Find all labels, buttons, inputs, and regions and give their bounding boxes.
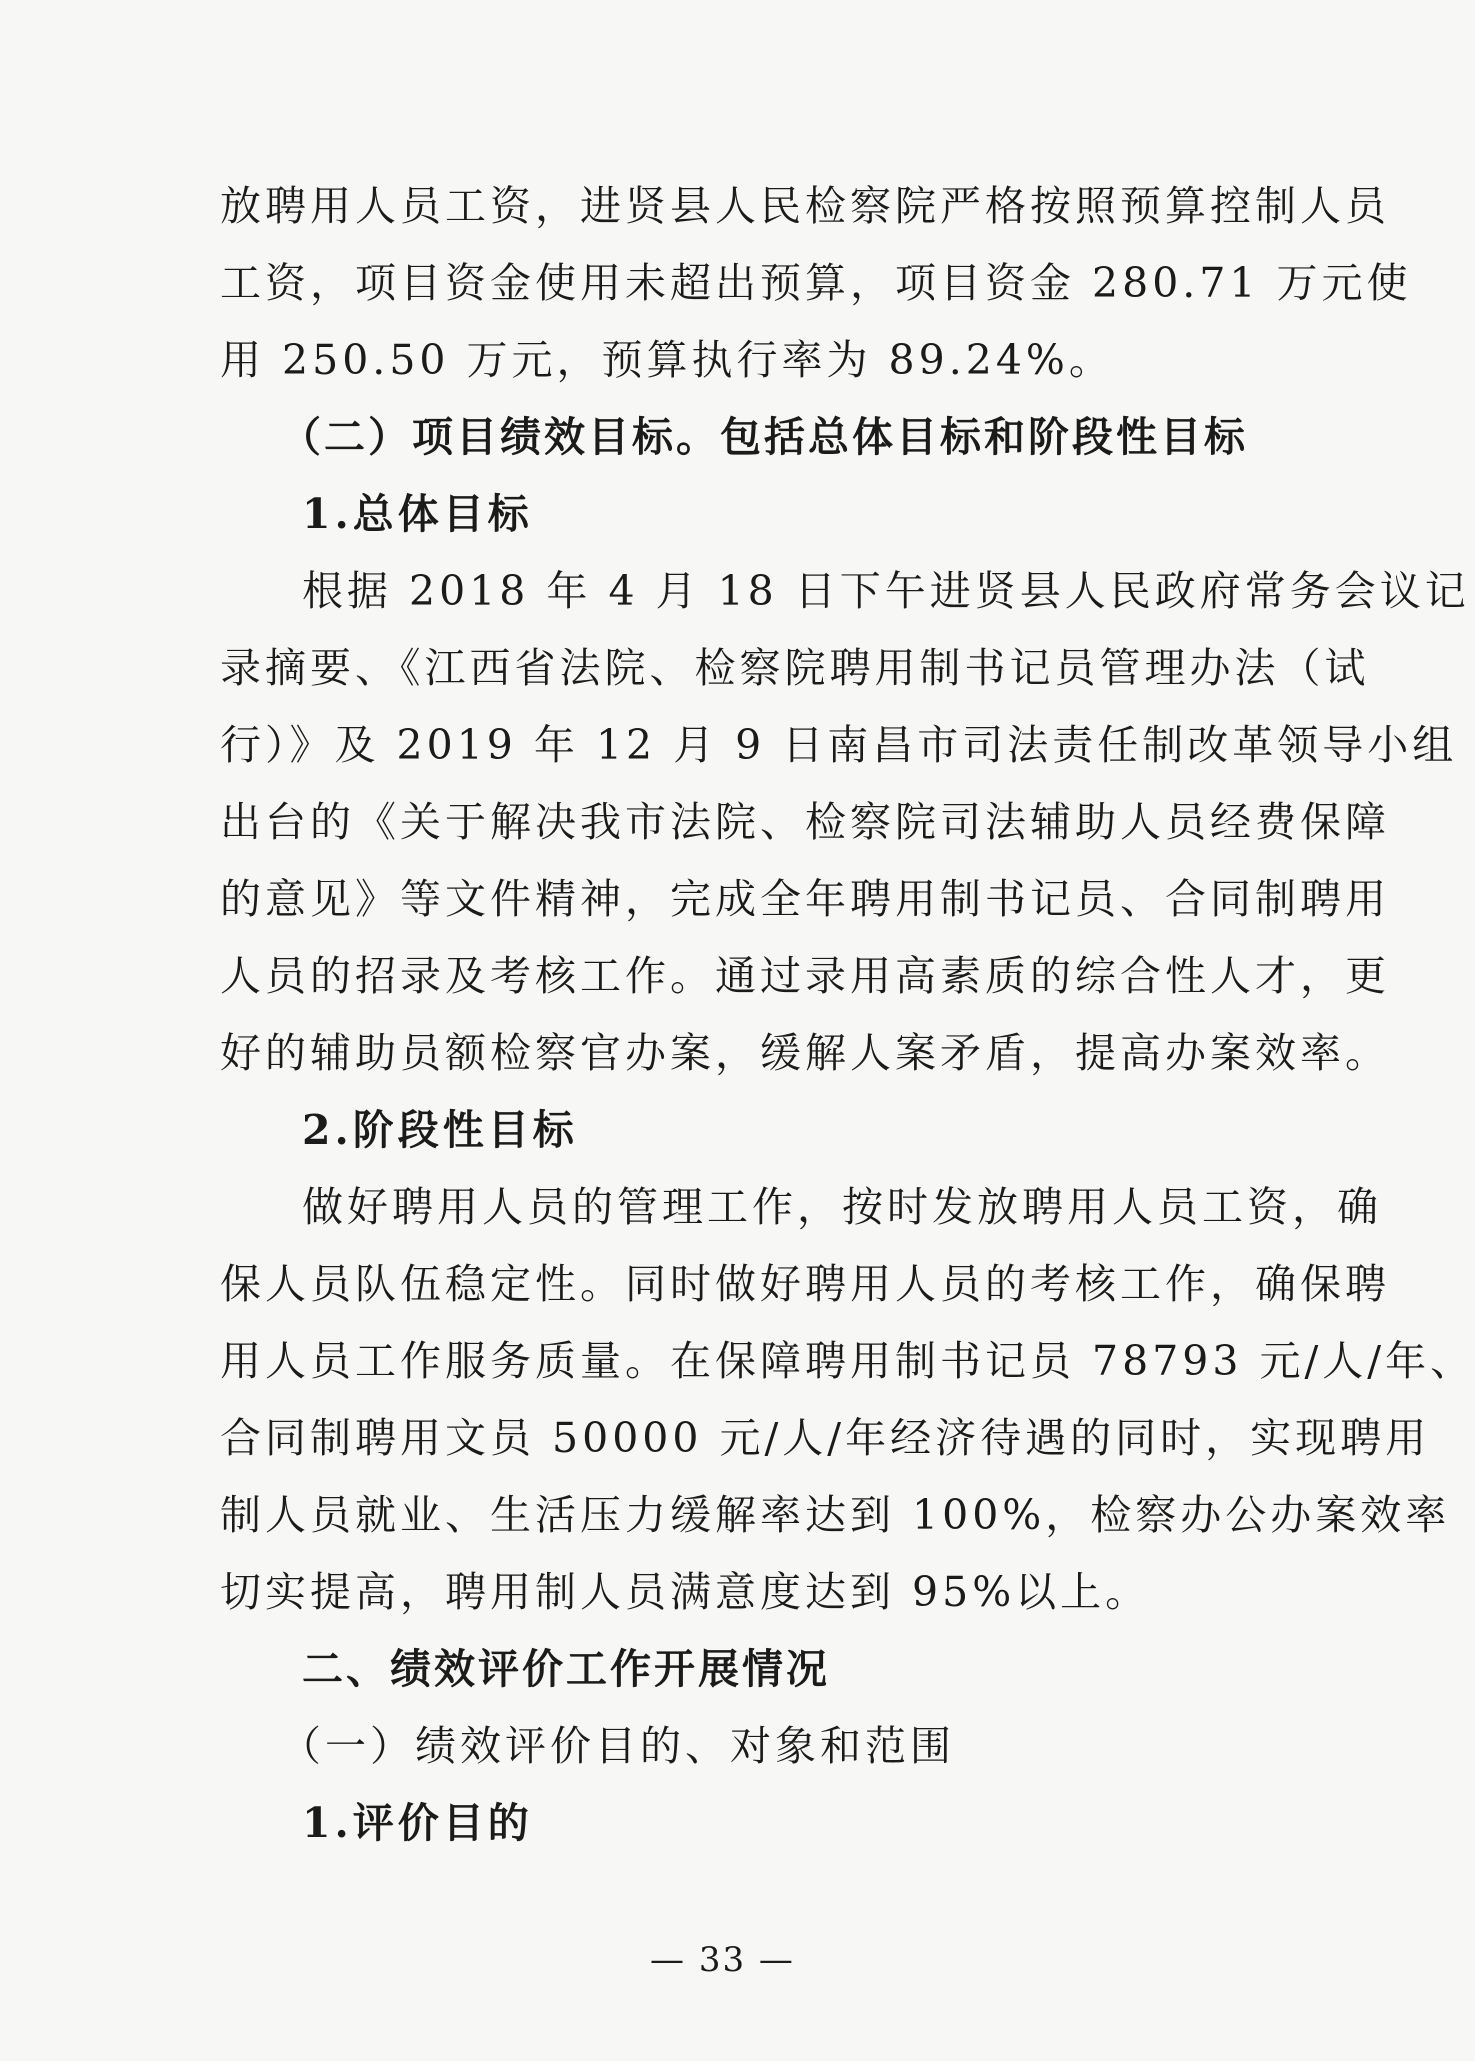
subsection-heading: 1.总体目标 (302, 490, 533, 538)
text-line: 人员的招录及考核工作。通过录用高素质的综合性人才，更 (220, 952, 1390, 1000)
text-line: 出台的《关于解决我市法院、检察院司法辅助人员经费保障 (220, 798, 1390, 846)
body-text (220, 168, 1475, 1862)
text-line: 行）》及 2019 年 12 月 9 日南昌市司法责任制改革领导小组 (220, 721, 1458, 769)
text-line: 合同制聘用文员 50000 元/人/年经济待遇的同时，实现聘用 (220, 1414, 1431, 1462)
page-number: — 33 — (650, 1940, 795, 1980)
text-line: 放聘用人员工资，进贤县人民检察院严格按照预算控制人员 (220, 182, 1390, 230)
text-line: 保人员队伍稳定性。同时做好聘用人员的考核工作，确保聘 (220, 1260, 1390, 1308)
chapter-heading: 二、绩效评价工作开展情况 (302, 1645, 830, 1693)
subsection-heading: 2.阶段性目标 (302, 1106, 578, 1154)
text-line: 做好聘用人员的管理工作，按时发放聘用人员工资，确 (302, 1183, 1382, 1231)
section-heading: （一）绩效评价目的、对象和范围 (280, 1722, 955, 1770)
text-line: 制人员就业、生活压力缓解率达到 100%，检察办公办案效率 (220, 1491, 1451, 1539)
text-line: 的意见》等文件精神，完成全年聘用制书记员、合同制聘用 (220, 875, 1390, 923)
text-line: 用人员工作服务质量。在保障聘用制书记员 78793 元/人/年、 (220, 1337, 1475, 1385)
text-line: 根据 2018 年 4 月 18 日下午进贤县人民政府常务会议记 (302, 567, 1470, 615)
text-line: 工资，项目资金使用未超出预算，项目资金 280.71 万元使 (220, 259, 1412, 307)
text-line: 好的辅助员额检察官办案，缓解人案矛盾，提高办案效率。 (220, 1029, 1390, 1077)
section-heading: （二）项目绩效目标。包括总体目标和阶段性目标 (280, 413, 1248, 461)
subsection-heading: 1.评价目的 (302, 1799, 533, 1847)
text-line: 切实提高，聘用制人员满意度达到 95%以上。 (220, 1568, 1151, 1616)
text-line: 录摘要、《江西省法院、检察院聘用制书记员管理办法（试 (220, 644, 1370, 692)
text-line: 用 250.50 万元，预算执行率为 89.24%。 (220, 336, 1114, 384)
